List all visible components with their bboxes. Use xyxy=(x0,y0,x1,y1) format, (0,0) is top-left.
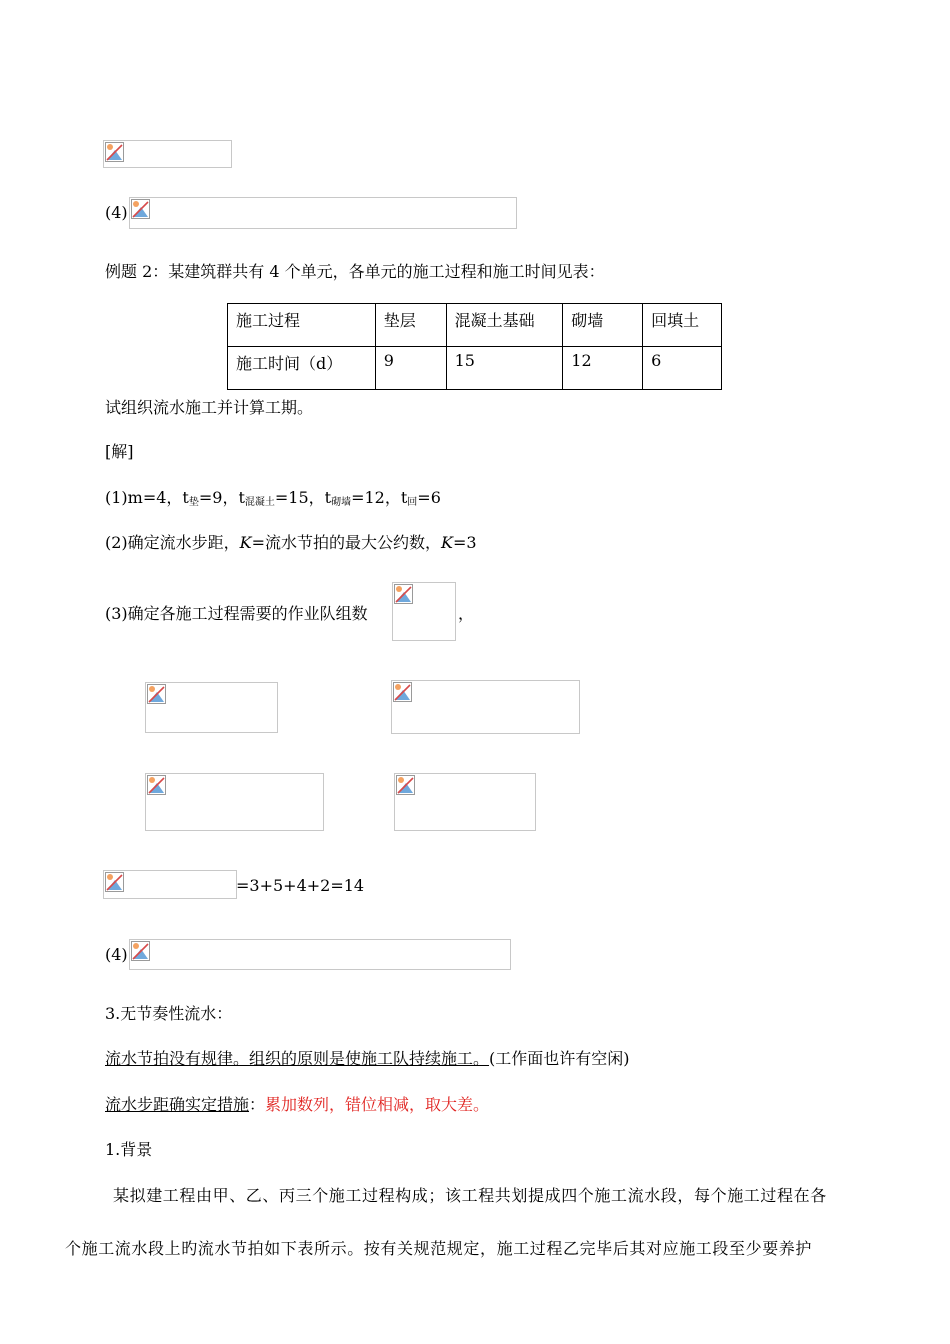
image-placeholder xyxy=(145,773,324,831)
broken-image-icon xyxy=(396,775,415,795)
table-cell: 15 xyxy=(446,347,563,390)
image-placeholder xyxy=(145,682,278,733)
broken-image-icon xyxy=(131,199,150,219)
table-cell: 施工过程 xyxy=(228,304,376,347)
table-cell: 9 xyxy=(375,347,446,390)
image-placeholder xyxy=(392,582,456,641)
paragraph-line: 某拟建工程由甲、乙、丙三个施工过程构成；该工程共划提成四个施工流水段，每个施工过程在各 xyxy=(113,1186,827,1205)
table-cell: 回填土 xyxy=(643,304,722,347)
step2-text: (2)确定流水步距，K=流水节拍的最大公约数，K=3 xyxy=(105,533,477,552)
broken-image-icon xyxy=(147,775,166,795)
rule-text: 流水节拍没有规律。组织的原则是使施工队持续施工。(工作面也许有空闲) xyxy=(105,1049,630,1068)
table-cell: 砌墙 xyxy=(563,304,643,347)
table-cell: 12 xyxy=(563,347,643,390)
step1-text: (1)m=4，$t_垫=9$，$t_{混凝土}=15$，$t_{砌墙}=12$，$t_回=6$ xyxy=(105,488,441,508)
broken-image-icon xyxy=(147,684,166,704)
table-cell: 垫层 xyxy=(375,304,446,347)
sum-equation: =3+5+4+2=14 xyxy=(236,876,365,895)
broken-image-icon xyxy=(394,584,413,604)
broken-image-icon xyxy=(105,142,124,162)
schedule-table xyxy=(227,303,722,390)
table-cell: 混凝土基础 xyxy=(446,304,563,347)
image-placeholder xyxy=(391,680,580,734)
task-text: 试组织流水施工并计算工期。 xyxy=(105,398,314,417)
table-cell: 施工时间（d） xyxy=(228,347,376,390)
image-placeholder xyxy=(129,939,511,970)
background-heading: 1.背景 xyxy=(105,1140,153,1159)
image-placeholder xyxy=(129,197,517,229)
step4-label: (4) xyxy=(105,945,128,964)
image-placeholder xyxy=(103,870,237,899)
paragraph-line: 个施工流水段上旳流水节拍如下表所示。按有关规范规定，施工过程乙完毕后其对应施工段至少要养护 xyxy=(65,1239,813,1258)
solution-label: [解] xyxy=(105,442,134,461)
broken-image-icon xyxy=(131,941,150,961)
table-row xyxy=(228,347,722,390)
step4-label: (4) xyxy=(105,203,128,222)
image-placeholder xyxy=(103,140,232,168)
broken-image-icon xyxy=(105,872,124,892)
step3-comma: ， xyxy=(458,604,475,623)
measure-text: 流水步距确实定措施：累加数列，错位相减，取大差。 xyxy=(105,1095,490,1114)
section3-heading: 3.无节奏性流水： xyxy=(105,1004,233,1023)
step3-text: (3)确定各施工过程需要的作业队组数 xyxy=(105,604,368,623)
broken-image-icon xyxy=(393,682,412,702)
table-cell: 6 xyxy=(643,347,722,390)
example2-text: 例题 2：某建筑群共有 4 个单元，各单元的施工过程和施工时间见表： xyxy=(105,262,605,281)
table-header-row xyxy=(228,304,722,347)
image-placeholder xyxy=(394,773,536,831)
